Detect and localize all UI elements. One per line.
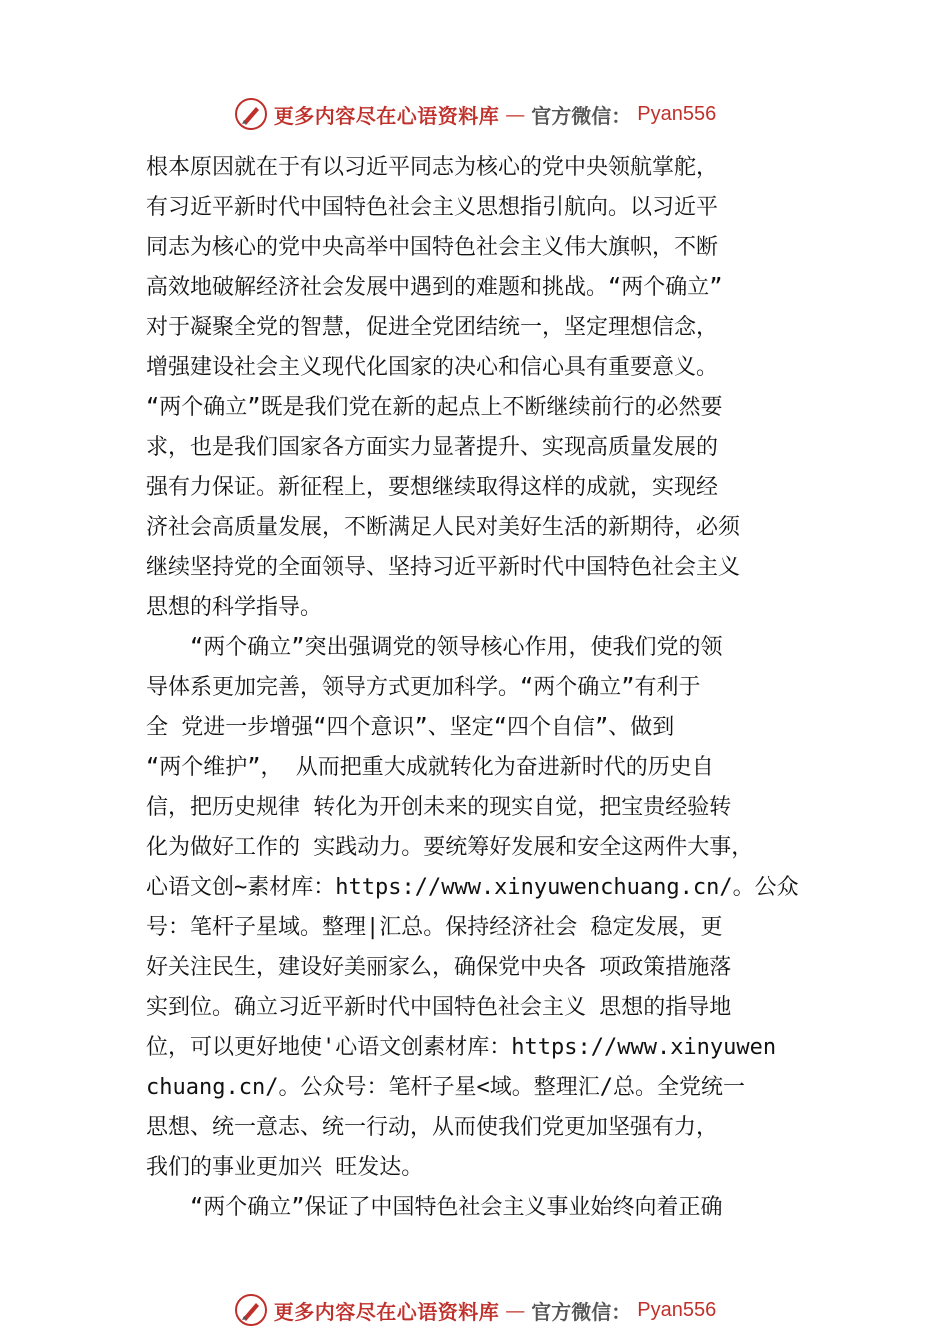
- paragraph-start-line: “两个确立”突出强调党的领导核心作用，使我们党的领: [190, 635, 723, 660]
- pen-logo-icon: [234, 97, 268, 131]
- header-separator: —: [505, 102, 526, 126]
- text-line: 心语文创~素材库：https://www.xinyuwenchuang.cn/。公众: [146, 875, 799, 900]
- page-footer: [0, 1290, 950, 1330]
- document-body: [146, 148, 836, 1228]
- text-line: “两个确立”既是我们党在新的起点上不断继续前行的必然要: [146, 395, 723, 420]
- text-line: 济社会高质量发展，不断满足人民对美好生活的新期待，必须: [146, 515, 741, 540]
- text-line: 强有力保证。新征程上，要想继续取得这样的成就，实现经: [146, 475, 719, 500]
- pen-logo-icon: [234, 1293, 268, 1327]
- footer-brand-text: 更多内容尽在心语资料库: [273, 1299, 500, 1324]
- text-line: 思想的科学指导。: [146, 595, 323, 620]
- header-brand-text: 更多内容尽在心语资料库: [273, 103, 500, 128]
- text-line: 有习近平新时代中国特色社会主义思想指引航向。以习近平: [146, 195, 719, 220]
- footer-wechat-account: Pyan556: [637, 1298, 717, 1321]
- text-line: 导体系更加完善，领导方式更加科学。“两个确立”有利于: [146, 675, 701, 700]
- text-line: 求，也是我们国家各方面实力显著提升、实现高质量发展的: [146, 435, 719, 460]
- text-line: chuang.cn/。公众号：笔杆子星<域。整理汇/总。全党统一: [146, 1075, 745, 1100]
- text-line: 好关注民生，建设好美丽家么，确保党中央各 项政策措施落: [146, 955, 732, 980]
- text-line: 根本原因就在于有以习近平同志为核心的党中央领航掌舵，: [146, 155, 719, 180]
- paragraph-start-line: “两个确立”保证了中国特色社会主义事业始终向着正确: [190, 1195, 723, 1220]
- text-line: “两个维护”， 从而把重大成就转化为奋进新时代的历史自: [146, 755, 714, 780]
- text-line: 继续坚持党的全面领导、坚持习近平新时代中国特色社会主义: [146, 555, 741, 580]
- text-line: 增强建设社会主义现代化国家的决心和信心具有重要意义。: [146, 355, 719, 380]
- text-line: 同志为核心的党中央高举中国特色社会主义伟大旗帜，不断: [146, 235, 719, 260]
- text-line: 信，把历史规律 转化为开创未来的现实自觉，把宝贵经验转: [146, 795, 732, 820]
- text-line: 位，可以更好地使'心语文创素材库：https://www.xinyuwen: [146, 1035, 777, 1060]
- text-line: 对于凝聚全党的智慧，促进全党团结统一，坚定理想信念，: [146, 315, 719, 340]
- text-line: 实到位。确立习近平新时代中国特色社会主义 思想的指导地: [146, 995, 732, 1020]
- header-wechat-label: 官方微信：: [531, 103, 632, 128]
- text-line: 高效地破解经济社会发展中遇到的难题和挑战。“两个确立”: [146, 275, 723, 300]
- text-line: 化为做好工作的 实践动力。要统筹好发展和安全这两件大事，: [146, 835, 754, 860]
- text-line: 全 党进一步增强“四个意识”、坚定“四个自信”、做到: [146, 715, 675, 740]
- footer-wechat-label: 官方微信：: [531, 1299, 632, 1324]
- text-line: 号：笔杆子星域。整理|汇总。保持经济社会 稳定发展，更: [146, 915, 723, 940]
- header-wechat-account: Pyan556: [637, 102, 717, 125]
- text-line: 我们的事业更加兴 旺发达。: [146, 1155, 424, 1180]
- text-line: 思想、统一意志、统一行动，从而使我们党更加坚强有力，: [146, 1115, 719, 1140]
- page-header: [0, 94, 950, 134]
- footer-separator: —: [505, 1298, 526, 1322]
